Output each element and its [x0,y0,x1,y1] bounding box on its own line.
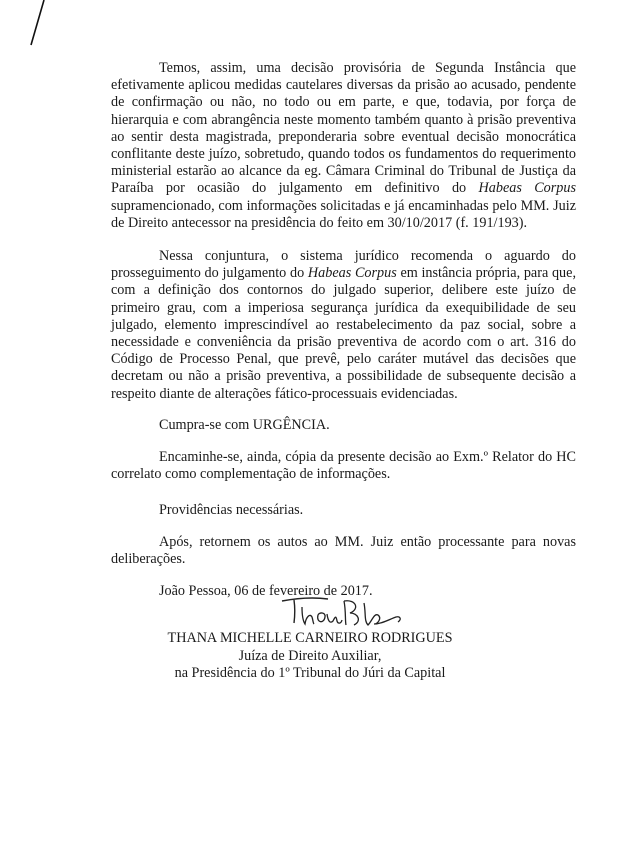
paragraph-necessary-measures: Providências necessárias. [159,502,304,518]
habeas-corpus-term: Habeas Corpus [478,180,576,197]
paragraph-return-records: Após, retornem os autos ao MM. Juiz então processante para novas deliberações. [111,534,576,568]
habeas-corpus-term: Habeas Corpus [307,265,397,282]
scan-edge-line [0,0,60,60]
signature-block [150,630,470,683]
paragraph-provisional-decision: Temos, assim, uma decisão provisória de Segunda Instância que efetivamente aplicou medidas cautelares diversas da prisão ao acusado, pendente de confirmação ou não, no todo ou em parte, e que, todavia, por força de hierarquia e com abrangência neste momento também quanto à prisão preventiva ao sentir desta magistrada, preponderaria sobre eventual decisão monocrática conflitante deste juízo, sobretudo, quando todos os fundamentos do requerimento ministerial estarão ao alcance da eg. Câmara Criminal do Tribunal de Justiça da Paraíba por ocasião do julgamento em definitivo do Habeas Corpus supramencionado, com informações solicitadas e já encaminhadas pelo MM. Juiz de Direito antecessor na presidência do feito em 30/10/2017 (f. 191/193). [111,60,576,231]
paragraph-forward-copy: Encaminhe-se, ainda, cópia da presente decisão ao Exm.º Relator do HC correlato como complementação de informações. [111,449,576,483]
signer-office: na Presidência do 1º Tribunal do Júri da Capital [174,665,446,682]
signer-name: THANA MICHELLE CARNEIRO RODRIGUES [167,630,453,646]
handwritten-signature [278,593,408,629]
place-and-date: João Pessoa, 06 de fevereiro de 2017. [159,583,373,599]
paragraph-urgency: Cumpra-se com URGÊNCIA. [159,417,330,433]
signer-role: Juíza de Direito Auxiliar, [238,647,382,664]
paragraph-legal-system: Nessa conjuntura, o sistema jurídico recomenda o aguardo do prosseguimento do julgamento do Habeas Corpus em instância própria, para que, com a definição dos contornos do julgado superior, delibere este juízo de primeiro grau, com a imperiosa segurança jurídica da exequibilidade de seu julgado, elemento imprescindível ao restabelecimento da paz social, sobre a necessidade e conveniência da prisão preventiva de acordo com o art. 316 do Código de Processo Penal, que prevê, pelo caráter mutável das decisões que decretam ou não a prisão preventiva, a possibilidade de subsequente decisão a respeito diante de alterações fático-processuais evidenciadas. [111,248,576,402]
